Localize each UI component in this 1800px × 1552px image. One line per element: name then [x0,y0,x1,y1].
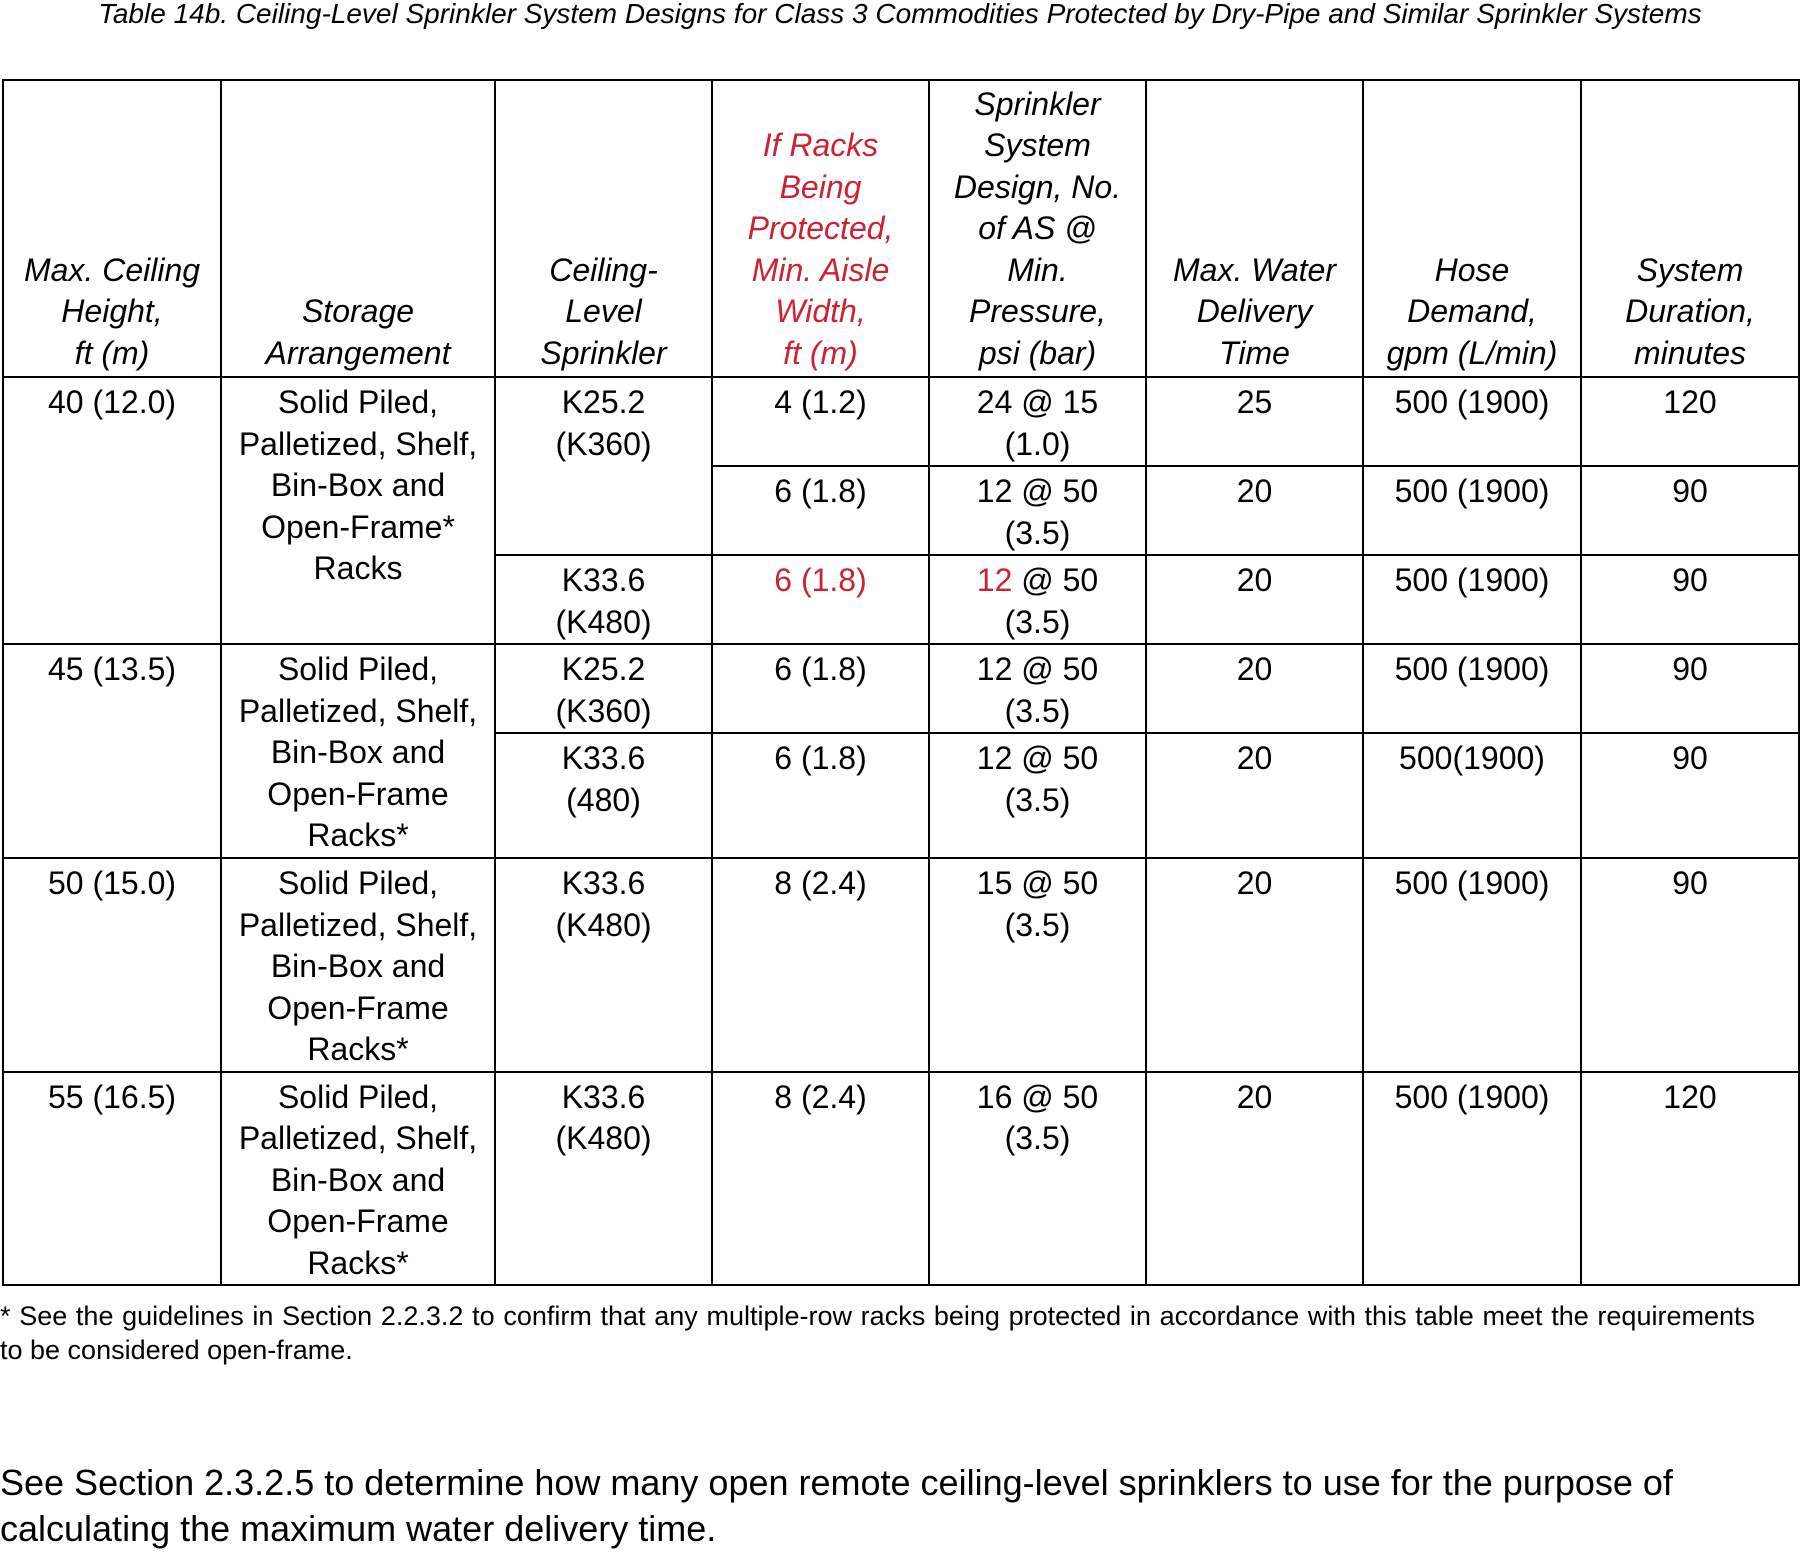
header-line: Max. Water [1173,251,1336,288]
cell-duration: 90 [1581,733,1799,858]
header-line: Protected, [747,210,894,246]
cell-line: Palletized, Shelf, [238,692,478,729]
cell-line: (K480) [555,603,652,640]
cell-design-count: 12 [976,562,1013,598]
header-line: Being [779,168,862,205]
header-line: Sprinkler [540,334,667,371]
cell-line: Palletized, Shelf, [238,425,478,462]
cell-sprinkler [495,377,712,555]
cell-max-height: 50 (15.0) [3,858,221,1072]
cell-hose-demand: 500 (1900) [1363,555,1581,644]
cell-line: (3.5) [1004,1120,1071,1156]
table-row [3,1072,1799,1286]
cell-aisle-width: 8 (2.4) [712,1072,929,1286]
cell-design [929,858,1146,1072]
header-line: System [1636,251,1744,288]
header-line: Sprinkler [974,85,1101,122]
cell-sprinkler [495,858,712,1072]
cell-design [929,733,1146,858]
cell-duration: 90 [1581,466,1799,555]
header-line: Width, [775,293,866,329]
section-note: See Section 2.3.2.5 to determine how many open remote ceiling-level sprinklers to use for the purpose of calculating the maximum water delivery time. [0,1462,1673,1549]
cell-line: Racks* [307,1031,409,1067]
header-line: ft (m) [74,334,150,371]
cell-storage [221,377,495,644]
header-line: Height, [61,293,163,329]
header-line: Min. [1007,251,1068,288]
header-storage-arrangement [221,80,495,377]
cell-line: Solid Piled, [277,384,439,420]
header-line: Demand, [1407,293,1537,329]
cell-delivery-time: 20 [1146,644,1363,733]
cell-duration: 120 [1581,377,1799,466]
header-line: Min. Aisle [751,251,890,288]
header-line: If Racks [762,127,879,163]
cell-max-height: 40 (12.0) [3,377,221,644]
cell-aisle-width: 6 (1.8) [712,644,929,733]
cell-line: Palletized, Shelf, [238,1120,478,1156]
cell-line: Solid Piled, [277,651,439,687]
cell-sprinkler [495,644,712,733]
header-ceiling-level-sprinkler [495,80,712,377]
cell-sprinkler [495,1072,712,1286]
header-system-design [929,80,1146,377]
cell-line: (K360) [555,692,652,729]
cell-duration: 90 [1581,858,1799,1072]
cell-design [929,555,1146,644]
cell-duration: 90 [1581,644,1799,733]
cell-line: (3.5) [1004,692,1071,729]
cell-line: 24 @ 15 [976,384,1099,420]
table-row [3,644,1799,733]
cell-line: Open-Frame [267,989,449,1026]
cell-line: (3.5) [1004,514,1071,551]
cell-delivery-time: 20 [1146,466,1363,555]
header-line: minutes [1633,334,1747,371]
cell-max-height: 55 (16.5) [3,1072,221,1286]
header-line: Arrangement [265,334,451,371]
cell-line: (K480) [555,906,652,943]
cell-duration: 90 [1581,555,1799,644]
cell-aisle-width: 6 (1.8) [712,733,929,858]
cell-line: Racks [313,550,403,586]
cell-line: K33.6 [561,740,646,776]
cell-line: Open-Frame [267,775,449,812]
table-row [3,377,1799,466]
table-caption: Table 14b. Ceiling-Level Sprinkler System Designs for Class 3 Commodities Protected by Dry-Pipe and Similar Sprinkler Systems [98,0,1702,29]
cell-aisle-width: 4 (1.2) [712,377,929,466]
cell-design [929,644,1146,733]
cell-design [929,1072,1146,1286]
cell-line: K25.2 [561,651,646,687]
cell-delivery-time: 20 [1146,858,1363,1072]
cell-line: K33.6 [561,865,646,901]
header-line: Time [1219,334,1290,371]
cell-line: 15 @ 50 [976,865,1099,901]
cell-hose-demand: 500 (1900) [1363,858,1581,1072]
cell-line: K33.6 [561,1078,646,1115]
table-row [3,858,1799,1072]
cell-line: Open-Frame* [261,508,455,545]
cell-line: Bin-Box and [270,467,446,503]
cell-line: (3.5) [1004,906,1071,943]
header-line: Max. Ceiling [23,251,201,288]
cell-line: Solid Piled, [277,1078,439,1115]
header-line: ft (m) [783,334,858,371]
header-max-water-delivery-time [1146,80,1363,377]
cell-aisle-width: 6 (1.8) [712,555,929,644]
cell-delivery-time: 20 [1146,555,1363,644]
header-line: Ceiling- [549,251,658,288]
header-row [3,80,1799,377]
header-system-duration [1581,80,1799,377]
table-footnote: * See the guidelines in Section 2.2.3.2 to confirm that any multiple-row racks being protected in accordance with this table meet the requirements to be considered open-frame. [0,1301,1755,1365]
header-line: System [984,127,1091,163]
header-line: Delivery [1196,293,1313,329]
cell-line: K25.2 [561,384,646,420]
cell-line: Racks* [307,817,409,853]
cell-line: Solid Piled, [277,865,439,901]
cell-line: 16 @ 50 [976,1078,1099,1115]
cell-aisle-width: 6 (1.8) [712,466,929,555]
cell-line: Bin-Box and [270,948,446,984]
header-line: Storage [301,293,415,329]
cell-duration: 120 [1581,1072,1799,1286]
cell-hose-demand: 500(1900) [1363,733,1581,858]
cell-line: Palletized, Shelf, [238,906,478,943]
cell-line: Racks* [307,1244,409,1281]
cell-line: Open-Frame [267,1203,449,1239]
cell-design [929,377,1146,466]
cell-hose-demand: 500 (1900) [1363,644,1581,733]
cell-aisle-width: 8 (2.4) [712,858,929,1072]
cell-max-height: 45 (13.5) [3,644,221,858]
cell-line: 12 @ 50 [976,651,1099,687]
header-line: Pressure, [969,293,1106,329]
cell-delivery-time: 20 [1146,733,1363,858]
header-min-aisle-width [712,80,929,377]
cell-line: Bin-Box and [270,1161,446,1198]
header-line: gpm (L/min) [1386,334,1558,371]
header-line: Design, No. [953,168,1122,205]
cell-hose-demand: 500 (1900) [1363,466,1581,555]
header-line: of AS @ [978,210,1097,246]
cell-line: (3.5) [1004,781,1071,818]
cell-line: 12 @ 50 [976,740,1099,776]
cell-storage [221,858,495,1072]
cell-line: Bin-Box and [270,734,446,770]
sprinkler-design-table [2,79,1800,1286]
header-line: psi (bar) [978,334,1097,371]
cell-sprinkler [495,555,712,644]
cell-sprinkler [495,733,712,858]
cell-line: (1.0) [1004,425,1071,462]
cell-line: K33.6 [561,562,646,598]
cell-storage [221,1072,495,1286]
cell-design [929,466,1146,555]
cell-hose-demand: 500 (1900) [1363,1072,1581,1286]
header-line: Hose [1434,251,1510,288]
cell-line: 12 @ 50 [976,473,1099,509]
cell-delivery-time: 25 [1146,377,1363,466]
header-line: Duration, [1625,293,1755,329]
cell-delivery-time: 20 [1146,1072,1363,1286]
cell-line: (K480) [555,1120,652,1156]
cell-line: (K360) [555,425,652,462]
cell-line: (3.5) [1004,603,1071,640]
cell-line: (480) [566,781,641,818]
header-line: Level [565,293,642,329]
cell-hose-demand: 500 (1900) [1363,377,1581,466]
header-max-ceiling-height [3,80,221,377]
cell-storage [221,644,495,858]
cell-design-pressure: @ 50 [1012,562,1099,598]
header-hose-demand [1363,80,1581,377]
